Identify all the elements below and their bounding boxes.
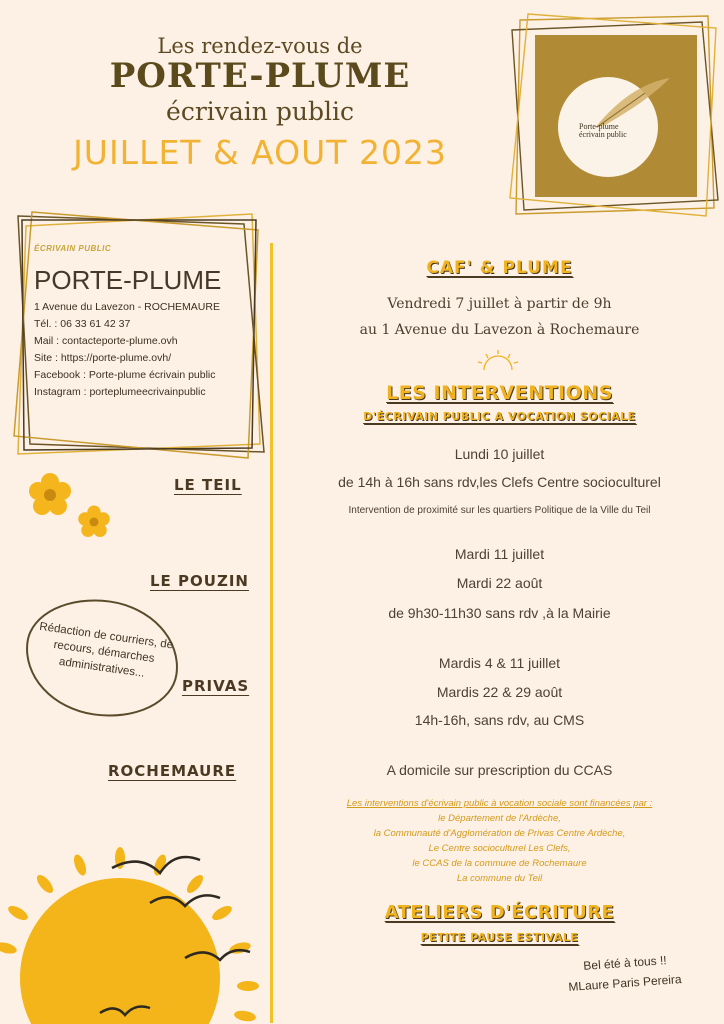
header-title: PORTE-PLUME xyxy=(109,56,411,96)
contact-tel: Tél. : 06 33 61 42 37 xyxy=(34,318,131,330)
header-line-1: Les rendez-vous de xyxy=(157,34,363,58)
rochemaure-detail: A domicile sur prescription du CCAS xyxy=(386,762,613,778)
contact-mail[interactable]: Mail : contacteporte-plume.ovh xyxy=(34,335,178,347)
sun-icon xyxy=(476,348,520,372)
logo-text-2: écrivain public xyxy=(579,130,627,139)
funding-line-1: le Département de l'Ardèche, xyxy=(438,813,561,824)
le-pouzin-detail: de 9h30-11h30 sans rdv ,à la Mairie xyxy=(388,605,611,621)
funding-intro: Les interventions d'écrivain public à vocation sociale sont financées par : xyxy=(346,798,653,809)
le-teil-date: Lundi 10 juillet xyxy=(454,446,545,462)
contact-site[interactable]: Site : https://porte-plume.ovh/ xyxy=(34,352,172,364)
le-pouzin-date-1: Mardi 11 juillet xyxy=(454,546,545,562)
logo xyxy=(535,35,697,197)
caf-line-1: Vendredi 7 juillet à partir de 9h xyxy=(387,296,612,312)
signature-line-2: MLaure Paris Pereira xyxy=(567,972,683,994)
contact-name: PORTE-PLUME xyxy=(34,265,222,295)
le-teil-note: Intervention de proximité sur les quartiers Politique de la Ville du Teil xyxy=(348,505,651,516)
logo-text xyxy=(579,123,627,139)
contact-label: ÉCRIVAIN PUBLIC xyxy=(34,244,112,253)
privas-detail: 14h-16h, sans rdv, au CMS xyxy=(414,712,585,728)
town-rochemaure: ROCHEMAURE xyxy=(108,762,237,780)
town-le-pouzin: LE POUZIN xyxy=(150,572,249,590)
contact-card xyxy=(34,240,254,401)
interventions-title: LES INTERVENTIONS xyxy=(386,382,613,404)
funding-line-4: le CCAS de la commune de Rochemaure xyxy=(412,858,587,869)
ateliers-title: ATELIERS D'ÉCRITURE xyxy=(384,902,615,923)
signature-line-1: Bel été à tous !! xyxy=(582,953,668,973)
logo-text-1: Porte-plume xyxy=(579,122,619,131)
le-teil-detail: de 14h à 16h sans rdv,les Clefs Centre socioculturel xyxy=(338,474,661,490)
interventions-subtitle: D'ÉCRIVAIN PUBLIC A VOCATION SOCIALE xyxy=(363,410,636,423)
contact-facebook[interactable]: Facebook : Porte-plume écrivain public xyxy=(34,369,216,381)
big-sun-icon xyxy=(0,818,275,1024)
funding-line-2: la Communauté d'Agglomération de Privas Centre Ardèche, xyxy=(373,828,626,839)
le-pouzin-date-2: Mardi 22 août xyxy=(456,575,543,591)
privas-date-1: Mardis 4 & 11 juillet xyxy=(438,655,561,671)
header-dates: JUILLET & AOUT 2023 xyxy=(73,133,447,172)
town-le-teil: LE TEIL xyxy=(174,476,242,494)
privas-date-2: Mardis 22 & 29 août xyxy=(436,684,563,700)
flower-icon xyxy=(22,470,122,545)
caf-line-2: au 1 Avenue du Lavezon à Rochemaure xyxy=(359,322,640,338)
caf-title: CAF' & PLUME xyxy=(426,258,573,278)
bubble-text: Rédaction de courriers, de recours, démarches administratives... xyxy=(38,620,174,680)
ateliers-subtitle: PETITE PAUSE ESTIVALE xyxy=(420,931,579,944)
header-line-3: écrivain public xyxy=(166,97,354,126)
funding-line-5: La commune du Teil xyxy=(456,873,543,884)
funding-line-3: Le Centre socioculturel Les Clefs, xyxy=(428,843,571,854)
contact-address: 1 Avenue du Lavezon - ROCHEMAURE xyxy=(34,301,220,313)
town-privas: PRIVAS xyxy=(182,677,250,695)
contact-instagram[interactable]: Instagram : porteplumeecrivainpublic xyxy=(34,386,206,398)
